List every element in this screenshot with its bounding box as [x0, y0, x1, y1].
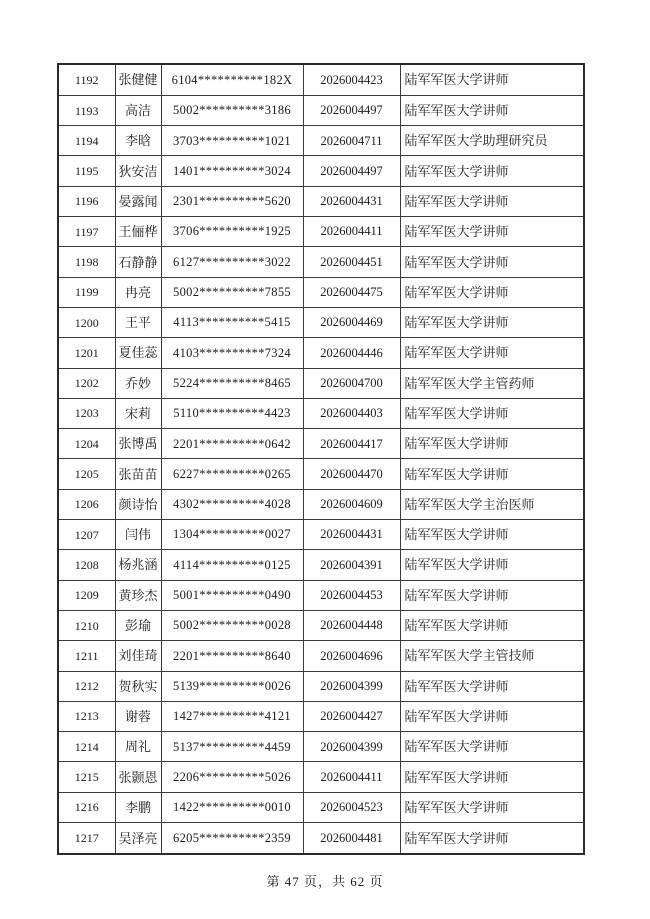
cell-seq: 1214: [58, 732, 115, 762]
table-row: [58, 217, 584, 247]
cell-id_masked: 1401**********3024: [161, 156, 303, 186]
cell-name: 王平: [115, 307, 161, 337]
cell-seq: 1196: [58, 186, 115, 216]
cell-name: 谢蓉: [115, 701, 161, 731]
cell-name: 刘佳琦: [115, 641, 161, 671]
table-row: [58, 732, 584, 762]
cell-id_masked: 5137**********4459: [161, 732, 303, 762]
cell-name: 乔妙: [115, 368, 161, 398]
cell-id_masked: 2201**********8640: [161, 641, 303, 671]
cell-id_masked: 1422**********0010: [161, 792, 303, 822]
cell-title: 陆军军医大学讲师: [400, 580, 584, 610]
cell-name: 张苗苗: [115, 459, 161, 489]
cell-title: 陆军军医大学助理研究员: [400, 126, 584, 156]
cell-id_masked: 6205**********2359: [161, 823, 303, 855]
cell-title: 陆军军医大学讲师: [400, 307, 584, 337]
cell-seq: 1203: [58, 398, 115, 428]
cell-seq: 1204: [58, 429, 115, 459]
cell-title: 陆军军医大学讲师: [400, 459, 584, 489]
cell-title: 陆军军医大学讲师: [400, 550, 584, 580]
cell-seq: 1195: [58, 156, 115, 186]
cell-id_masked: 5002**********7855: [161, 277, 303, 307]
cell-name: 周礼: [115, 732, 161, 762]
table-row: [58, 338, 584, 368]
cell-seq: 1193: [58, 95, 115, 125]
table-row: [58, 126, 584, 156]
table-row: [58, 762, 584, 792]
cell-code: 2026004417: [303, 429, 400, 459]
cell-title: 陆军军医大学讲师: [400, 95, 584, 125]
table-row: [58, 429, 584, 459]
cell-title: 陆军军医大学讲师: [400, 277, 584, 307]
cell-name: 黄珍杰: [115, 580, 161, 610]
cell-title: 陆军军医大学讲师: [400, 610, 584, 640]
cell-code: 2026004411: [303, 217, 400, 247]
cell-code: 2026004427: [303, 701, 400, 731]
cell-id_masked: 6227**********0265: [161, 459, 303, 489]
cell-title: 陆军军医大学讲师: [400, 701, 584, 731]
cell-id_masked: 5110**********4423: [161, 398, 303, 428]
table-row: [58, 156, 584, 186]
table-row: [58, 520, 584, 550]
cell-seq: 1205: [58, 459, 115, 489]
cell-seq: 1199: [58, 277, 115, 307]
cell-name: 张颢恩: [115, 762, 161, 792]
cell-seq: 1194: [58, 126, 115, 156]
cell-id_masked: 6104**********182X: [161, 64, 303, 95]
table-row: [58, 671, 584, 701]
cell-title: 陆军军医大学主治医师: [400, 489, 584, 519]
cell-code: 2026004523: [303, 792, 400, 822]
cell-code: 2026004481: [303, 823, 400, 855]
cell-seq: 1207: [58, 520, 115, 550]
cell-name: 张健健: [115, 64, 161, 95]
cell-id_masked: 3706**********1925: [161, 217, 303, 247]
cell-title: 陆军军医大学讲师: [400, 156, 584, 186]
table-row: [58, 277, 584, 307]
cell-code: 2026004700: [303, 368, 400, 398]
cell-code: 2026004497: [303, 95, 400, 125]
cell-id_masked: 5139**********0026: [161, 671, 303, 701]
cell-title: 陆军军医大学讲师: [400, 338, 584, 368]
personnel-roster-table: [57, 63, 585, 855]
cell-id_masked: 5002**********0028: [161, 610, 303, 640]
cell-title: 陆军军医大学讲师: [400, 792, 584, 822]
cell-title: 陆军军医大学主管药师: [400, 368, 584, 398]
cell-seq: 1201: [58, 338, 115, 368]
cell-seq: 1197: [58, 217, 115, 247]
cell-seq: 1192: [58, 64, 115, 95]
cell-id_masked: 4114**********0125: [161, 550, 303, 580]
cell-id_masked: 5002**********3186: [161, 95, 303, 125]
cell-seq: 1209: [58, 580, 115, 610]
cell-title: 陆军军医大学讲师: [400, 429, 584, 459]
cell-id_masked: 1304**********0027: [161, 520, 303, 550]
table-row: [58, 398, 584, 428]
cell-id_masked: 2201**********0642: [161, 429, 303, 459]
cell-id_masked: 1427**********4121: [161, 701, 303, 731]
cell-seq: 1215: [58, 762, 115, 792]
cell-name: 晏露闻: [115, 186, 161, 216]
cell-code: 2026004411: [303, 762, 400, 792]
cell-title: 陆军军医大学讲师: [400, 732, 584, 762]
cell-name: 杨兆涵: [115, 550, 161, 580]
table-row: [58, 368, 584, 398]
cell-title: 陆军军医大学讲师: [400, 217, 584, 247]
cell-name: 李鹏: [115, 792, 161, 822]
cell-name: 贺秋实: [115, 671, 161, 701]
cell-code: 2026004391: [303, 550, 400, 580]
cell-name: 彭瑜: [115, 610, 161, 640]
table-row: [58, 792, 584, 822]
table-row: [58, 580, 584, 610]
cell-seq: 1200: [58, 307, 115, 337]
cell-id_masked: 4103**********7324: [161, 338, 303, 368]
cell-code: 2026004497: [303, 156, 400, 186]
cell-seq: 1216: [58, 792, 115, 822]
cell-seq: 1213: [58, 701, 115, 731]
cell-id_masked: 2301**********5620: [161, 186, 303, 216]
cell-title: 陆军军医大学讲师: [400, 520, 584, 550]
cell-code: 2026004451: [303, 247, 400, 277]
table-row: [58, 64, 584, 95]
cell-title: 陆军军医大学讲师: [400, 398, 584, 428]
cell-id_masked: 3703**********1021: [161, 126, 303, 156]
cell-id_masked: 5001**********0490: [161, 580, 303, 610]
cell-title: 陆军军医大学讲师: [400, 671, 584, 701]
cell-seq: 1202: [58, 368, 115, 398]
cell-name: 夏佳蕊: [115, 338, 161, 368]
cell-code: 2026004446: [303, 338, 400, 368]
cell-code: 2026004399: [303, 671, 400, 701]
cell-code: 2026004423: [303, 64, 400, 95]
cell-name: 王俪桦: [115, 217, 161, 247]
page-number-footer: 第 47 页，共 62 页: [266, 874, 384, 889]
table-row: [58, 247, 584, 277]
cell-name: 狄安洁: [115, 156, 161, 186]
cell-seq: 1217: [58, 823, 115, 855]
table-row: [58, 95, 584, 125]
table-row: [58, 307, 584, 337]
cell-title: 陆军军医大学讲师: [400, 186, 584, 216]
cell-code: 2026004711: [303, 126, 400, 156]
cell-code: 2026004453: [303, 580, 400, 610]
cell-title: 陆军军医大学讲师: [400, 823, 584, 855]
cell-name: 宋莉: [115, 398, 161, 428]
table-row: [58, 550, 584, 580]
cell-name: 石静静: [115, 247, 161, 277]
cell-name: 闫伟: [115, 520, 161, 550]
cell-title: 陆军军医大学讲师: [400, 762, 584, 792]
cell-id_masked: 5224**********8465: [161, 368, 303, 398]
cell-code: 2026004431: [303, 520, 400, 550]
cell-name: 颜诗怡: [115, 489, 161, 519]
cell-name: 冉亮: [115, 277, 161, 307]
cell-seq: 1208: [58, 550, 115, 580]
table-row: [58, 186, 584, 216]
cell-id_masked: 2206**********5026: [161, 762, 303, 792]
cell-id_masked: 6127**********3022: [161, 247, 303, 277]
cell-name: 高洁: [115, 95, 161, 125]
cell-title: 陆军军医大学讲师: [400, 247, 584, 277]
cell-code: 2026004470: [303, 459, 400, 489]
cell-code: 2026004448: [303, 610, 400, 640]
cell-code: 2026004609: [303, 489, 400, 519]
cell-seq: 1210: [58, 610, 115, 640]
cell-id_masked: 4302**********4028: [161, 489, 303, 519]
cell-seq: 1211: [58, 641, 115, 671]
table-row: [58, 641, 584, 671]
table-row: [58, 459, 584, 489]
cell-code: 2026004696: [303, 641, 400, 671]
cell-title: 陆军军医大学主管技师: [400, 641, 584, 671]
cell-id_masked: 4113**********5415: [161, 307, 303, 337]
cell-name: 张博禹: [115, 429, 161, 459]
cell-code: 2026004399: [303, 732, 400, 762]
cell-name: 李晗: [115, 126, 161, 156]
table-row: [58, 823, 584, 855]
cell-name: 吴泽亮: [115, 823, 161, 855]
table-row: [58, 610, 584, 640]
table-row: [58, 701, 584, 731]
cell-code: 2026004469: [303, 307, 400, 337]
cell-seq: 1212: [58, 671, 115, 701]
cell-code: 2026004431: [303, 186, 400, 216]
cell-code: 2026004475: [303, 277, 400, 307]
table-row: [58, 489, 584, 519]
cell-code: 2026004403: [303, 398, 400, 428]
cell-title: 陆军军医大学讲师: [400, 64, 584, 95]
cell-seq: 1198: [58, 247, 115, 277]
cell-seq: 1206: [58, 489, 115, 519]
